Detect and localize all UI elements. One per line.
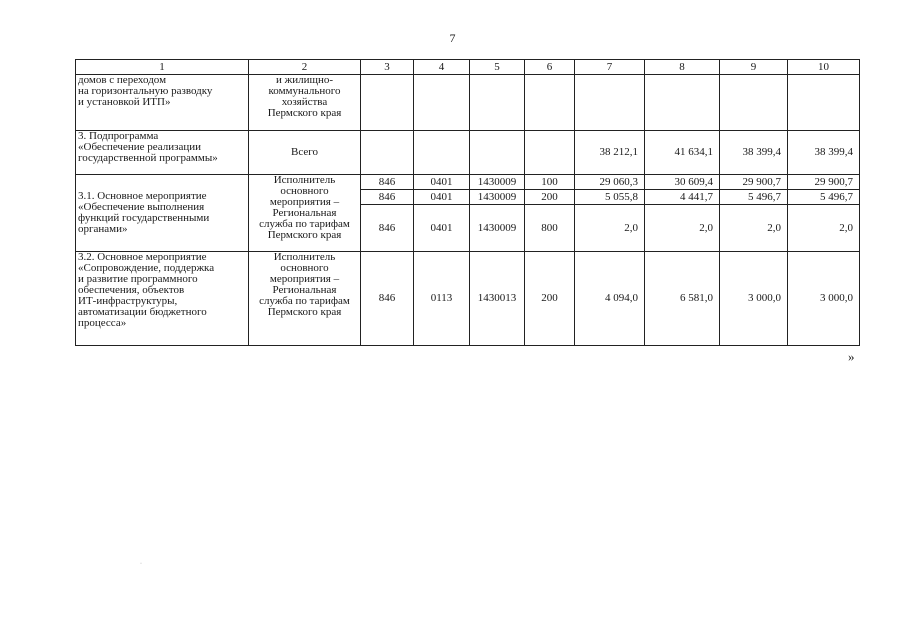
cell-value-10: 3 000,0 bbox=[788, 252, 860, 346]
cell-value-10: 2,0 bbox=[788, 205, 860, 252]
header-col-7: 7 bbox=[575, 60, 645, 75]
cell-empty bbox=[720, 75, 788, 131]
header-col-9: 9 bbox=[720, 60, 788, 75]
cell-empty bbox=[788, 75, 860, 131]
cell-value-4: 0113 bbox=[414, 252, 470, 346]
budget-table bbox=[75, 59, 860, 346]
cell-value-8: 41 634,1 bbox=[645, 131, 720, 175]
cell-value-7: 38 212,1 bbox=[575, 131, 645, 175]
cell-value-9: 2,0 bbox=[720, 205, 788, 252]
page-number: 7 bbox=[449, 31, 456, 45]
cell-description: 3.1. Основное мероприятие «Обеспечение выполнения функций государственными органами» bbox=[76, 175, 249, 252]
cell-value-5: 1430013 bbox=[470, 252, 525, 346]
cell-executor: Всего bbox=[249, 131, 361, 175]
cell-value-8: 2,0 bbox=[645, 205, 720, 252]
header-col-3: 3 bbox=[361, 60, 414, 75]
cell-value-7: 29 060,3 bbox=[575, 175, 645, 190]
cell-empty bbox=[361, 131, 414, 175]
cell-value-10: 5 496,7 bbox=[788, 190, 860, 205]
cell-value-3: 846 bbox=[361, 190, 414, 205]
cell-empty bbox=[414, 131, 470, 175]
header-col-10: 10 bbox=[788, 60, 860, 75]
cell-value-9: 38 399,4 bbox=[720, 131, 788, 175]
header-col-6: 6 bbox=[525, 60, 575, 75]
cell-value-8: 4 441,7 bbox=[645, 190, 720, 205]
cell-description: 3. Подпрограмма «Обеспечение реализации государственной программы» bbox=[76, 131, 249, 175]
cell-value-6: 800 bbox=[525, 205, 575, 252]
header-col-8: 8 bbox=[645, 60, 720, 75]
cell-empty bbox=[525, 75, 575, 131]
cell-empty bbox=[470, 75, 525, 131]
header-col-5: 5 bbox=[470, 60, 525, 75]
cell-description: 3.2. Основное мероприятие «Сопровождение, поддержка и развитие программного обеспечения, объектов ИТ-инфраструктуры, автоматизации бюджетного процесса» bbox=[76, 252, 249, 346]
cell-value-7: 4 094,0 bbox=[575, 252, 645, 346]
cell-value-4: 0401 bbox=[414, 205, 470, 252]
table-row-continuation bbox=[76, 75, 860, 131]
cell-value-7: 5 055,8 bbox=[575, 190, 645, 205]
cell-value-6: 200 bbox=[525, 190, 575, 205]
cell-value-7: 2,0 bbox=[575, 205, 645, 252]
cell-value-3: 846 bbox=[361, 252, 414, 346]
cell-value-3: 846 bbox=[361, 205, 414, 252]
table-row-subprogram-3 bbox=[76, 131, 860, 175]
cell-value-6: 100 bbox=[525, 175, 575, 190]
header-col-4: 4 bbox=[414, 60, 470, 75]
cell-value-4: 0401 bbox=[414, 190, 470, 205]
cell-value-8: 6 581,0 bbox=[645, 252, 720, 346]
cell-empty bbox=[525, 131, 575, 175]
closing-quote: » bbox=[848, 349, 855, 364]
header-col-2: 2 bbox=[249, 60, 361, 75]
cell-executor: и жилищно- коммунального хозяйства Пермского края bbox=[249, 75, 361, 131]
cell-value-10: 38 399,4 bbox=[788, 131, 860, 175]
cell-empty bbox=[645, 75, 720, 131]
table-row-3-1-line-1 bbox=[76, 175, 860, 190]
cell-empty bbox=[575, 75, 645, 131]
cell-empty bbox=[361, 75, 414, 131]
cell-value-5: 1430009 bbox=[470, 205, 525, 252]
cell-value-9: 3 000,0 bbox=[720, 252, 788, 346]
cell-value-9: 29 900,7 bbox=[720, 175, 788, 190]
cell-value-9: 5 496,7 bbox=[720, 190, 788, 205]
cell-description: домов с переходом на горизонтальную разводку и установкой ИТП» bbox=[76, 75, 249, 131]
header-col-1: 1 bbox=[76, 60, 249, 75]
cell-empty bbox=[470, 131, 525, 175]
cell-executor: Исполнитель основного мероприятия – Региональная служба по тарифам Пермского края bbox=[249, 175, 361, 252]
cell-value-4: 0401 bbox=[414, 175, 470, 190]
cell-empty bbox=[414, 75, 470, 131]
scan-speck: · bbox=[140, 561, 142, 567]
header-row bbox=[76, 60, 860, 75]
cell-value-3: 846 bbox=[361, 175, 414, 190]
cell-executor: Исполнитель основного мероприятия – Региональная служба по тарифам Пермского края bbox=[249, 252, 361, 346]
cell-value-8: 30 609,4 bbox=[645, 175, 720, 190]
cell-value-10: 29 900,7 bbox=[788, 175, 860, 190]
cell-value-5: 1430009 bbox=[470, 175, 525, 190]
cell-value-5: 1430009 bbox=[470, 190, 525, 205]
cell-value-6: 200 bbox=[525, 252, 575, 346]
table-row-3-2 bbox=[76, 252, 860, 346]
